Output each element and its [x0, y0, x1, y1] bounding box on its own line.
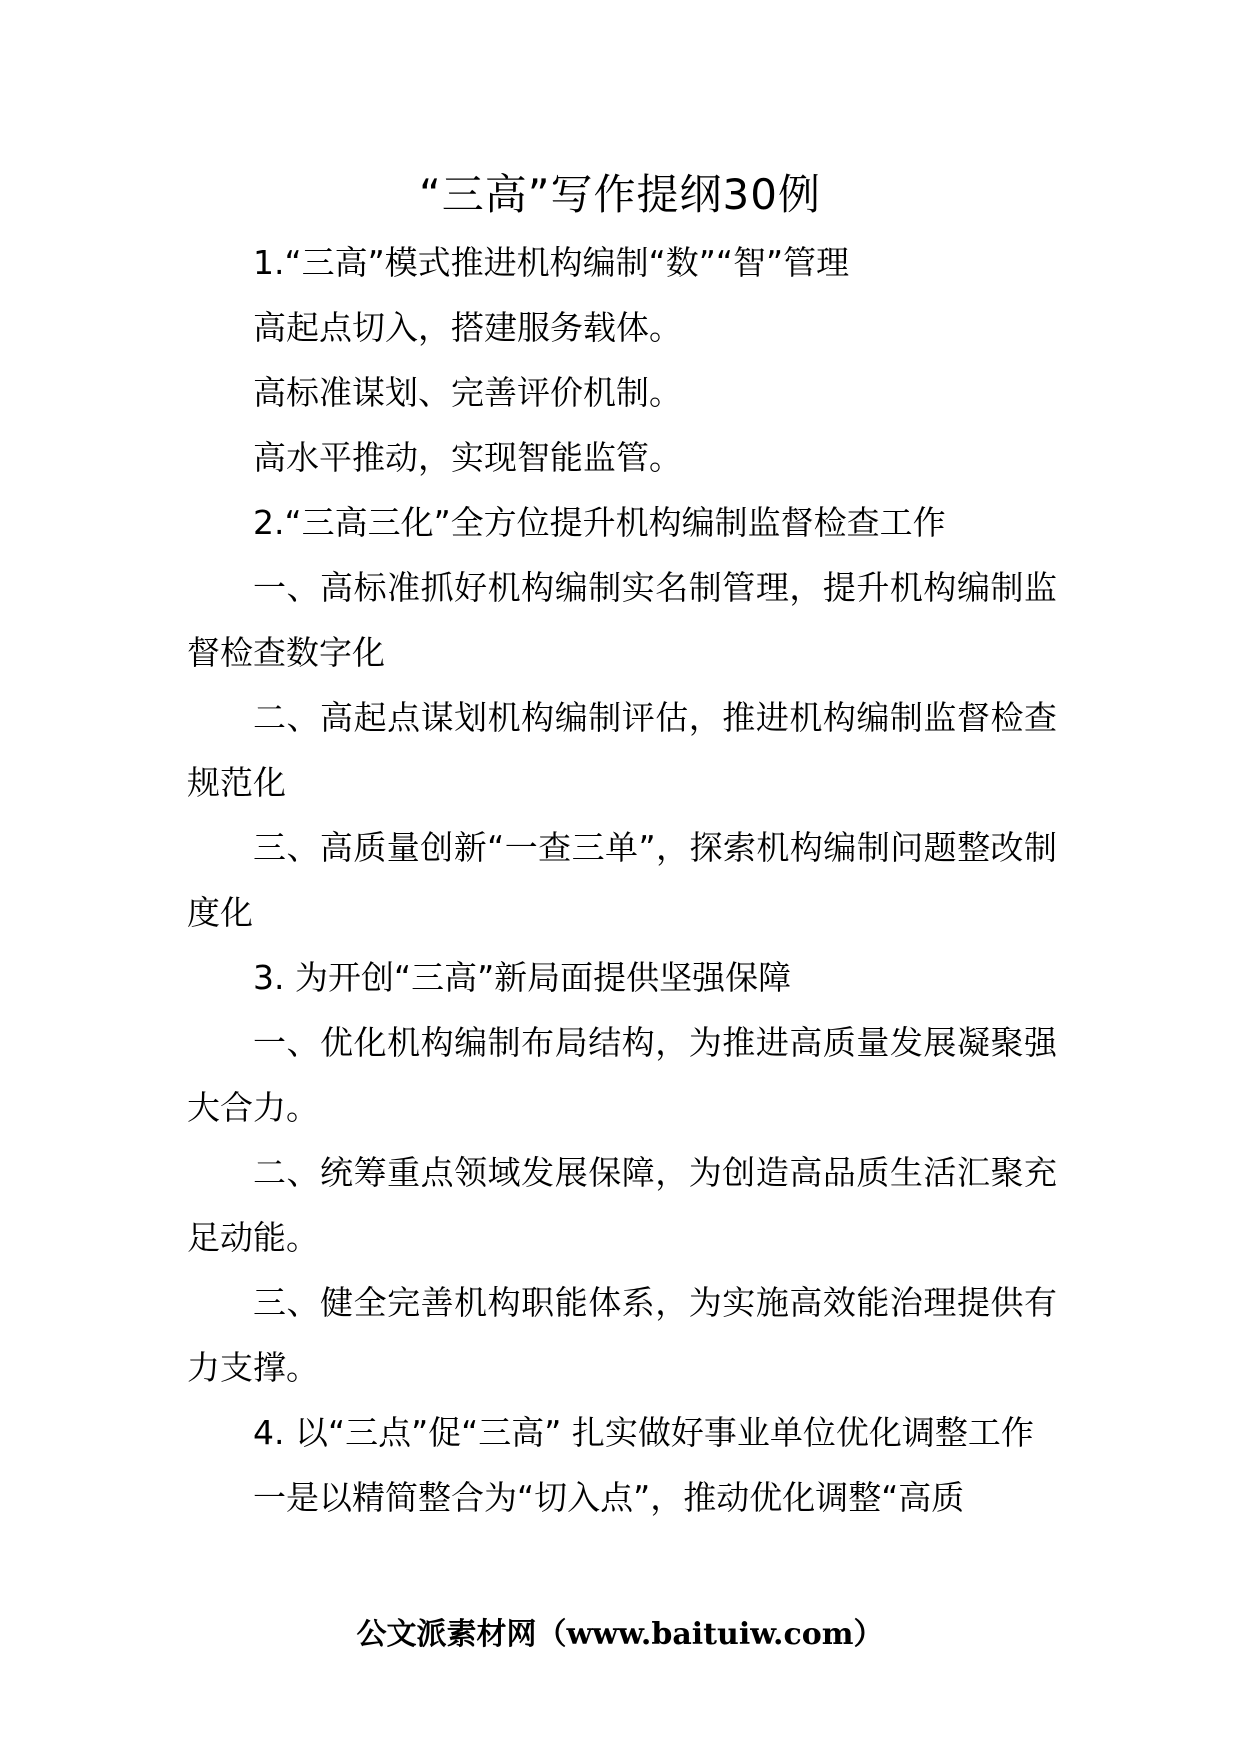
paragraph: 一是以精简整合为“切入点”，推动优化调整“高质 [253, 1478, 965, 1517]
document-body [187, 230, 1057, 1530]
footer-watermark: 公文派素材网（www.baituiw.com） [356, 1617, 884, 1652]
paragraph: 二、统筹重点领域发展保障，为创造高品质生活汇聚充足动能。 [187, 1153, 1057, 1257]
section-heading-2: 2.“三高三化”全方位提升机构编制监督检查工作 [253, 503, 946, 542]
section-heading-4: 4. 以“三点”促“三高” 扎实做好事业单位优化调整工作 [253, 1413, 1034, 1452]
paragraph: 高水平推动，实现智能监管。 [253, 438, 682, 477]
section-heading-1: 1.“三高”模式推进机构编制“数”“智”管理 [253, 243, 850, 282]
paragraph: 一、优化机构编制布局结构，为推进高质量发展凝聚强大合力。 [187, 1023, 1057, 1127]
paragraph: 二、高起点谋划机构编制评估，推进机构编制监督检查规范化 [187, 698, 1057, 802]
document-title: “三高”写作提纲30例 [419, 170, 821, 219]
paragraph: 高标准谋划、完善评价机制。 [253, 373, 682, 412]
paragraph: 一、高标准抓好机构编制实名制管理，提升机构编制监督检查数字化 [187, 568, 1057, 672]
paragraph: 三、健全完善机构职能体系，为实施高效能治理提供有力支撑。 [187, 1283, 1057, 1387]
section-heading-3: 3. 为开创“三高”新局面提供坚强保障 [253, 958, 792, 997]
paragraph: 高起点切入，搭建服务载体。 [253, 308, 682, 347]
paragraph: 三、高质量创新“一查三单”，探索机构编制问题整改制度化 [187, 828, 1057, 932]
